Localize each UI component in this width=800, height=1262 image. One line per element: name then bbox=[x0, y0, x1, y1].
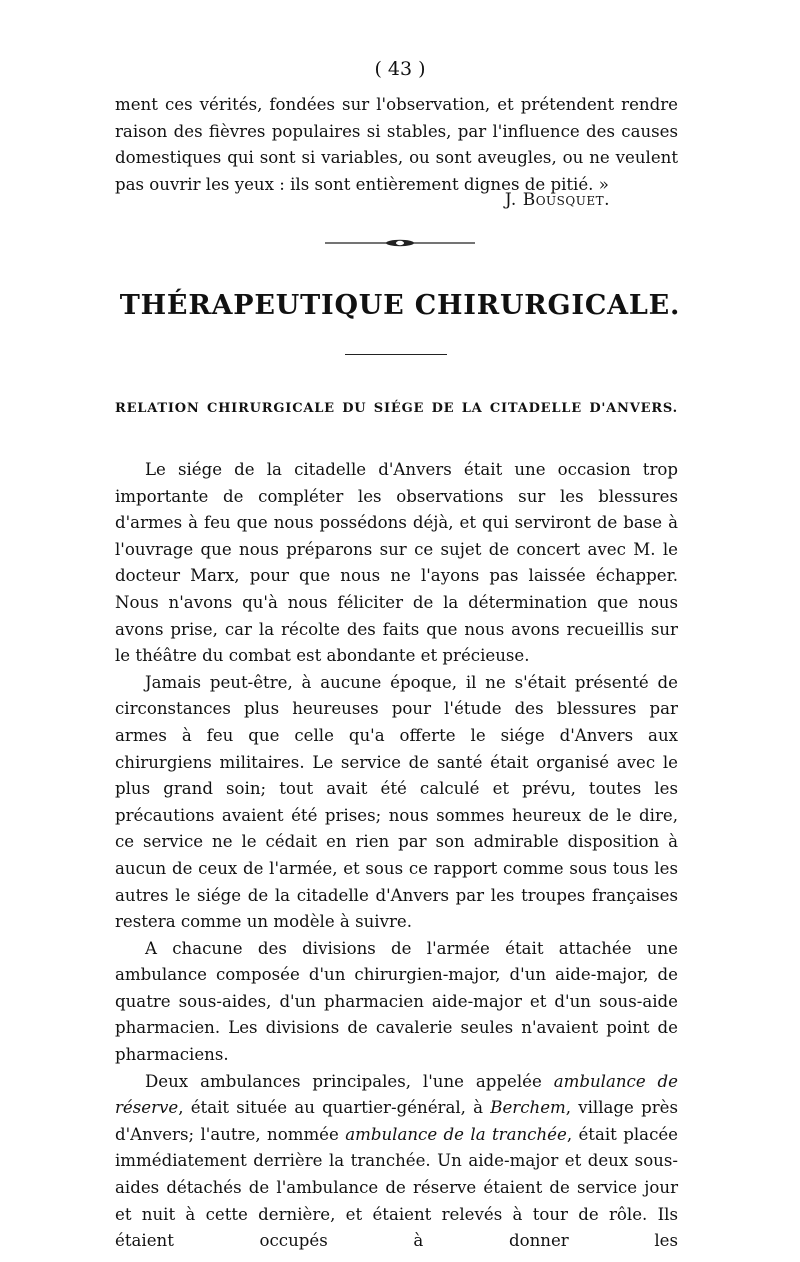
paragraph-text: Deux ambulances principales, l'une appelée bbox=[145, 1071, 554, 1091]
article-title: RELATION CHIRURGICALE DU SIÉGE DE LA CITADELLE D'ANVERS. bbox=[115, 401, 678, 416]
divider-rule bbox=[345, 354, 447, 355]
section-title: THÉRAPEUTIQUE CHIRURGICALE. bbox=[119, 290, 681, 321]
body-paragraph-3: A chacune des divisions de l'armée était attachée une ambulance composée d'un chirurgien-major, d'un aide-major, de quatre sous-aides, d'un pharmacien aide-major et d'un sous-aide pharmacien. Les divisions de cavalerie seules n'avaient point de pharmaciens. bbox=[115, 938, 678, 1065]
body-paragraph-1: Le siége de la citadelle d'Anvers était une occasion trop importante de compléter les observations sur les blessures d'armes à feu que nous possédons déjà, et qui serviront de base à l'ouvrage que nous préparons sur ce sujet de concert avec M. le docteur Marx, pour que nous ne l'ayons pas laissée échapper. Nous n'avons qu'à nous féliciter de la détermination que nous avons prise, car la récolte des faits que nous avons recueillis sur le théâtre du combat est abondante et précieuse. bbox=[115, 460, 678, 666]
body-paragraph-2: Jamais peut-être, à aucune époque, il ne s'était présenté de circonstances plus heureuses pour l'étude des blessures par armes à feu que celle qu'a offerte le siége d'Anvers aux chirurgiens militaires. Le service de santé était organisé avec le plus grand soin; tout avait été calculé et prévu, toutes les précautions avaient été prises; nous sommes heureux de le dire, ce service ne le cédait en rien par son admirable disposition à aucun de ceux de l'armée, et sous ce rapport comme sous tous les autres le siége de la citadelle d'Anvers par les troupes françaises restera comme un modèle à suivre. bbox=[115, 672, 678, 932]
article-body bbox=[115, 457, 678, 1255]
paragraph-text: , était placée immédiatement derrière la tranchée. Un aide-major et deux sous-aides détachés de l'ambulance de réserve étaient de service jour et nuit à cette dernière, et étaient relevés à tour de rôle. Ils étaient occupés à donner les bbox=[115, 1124, 678, 1251]
italic-term: ambulance de la tranchée bbox=[345, 1124, 567, 1144]
intro-paragraph: ment ces vérités, fondées sur l'observation, et prétendent rendre raison des fièvres populaires si stables, par l'influence des causes domestiques qui sont si variables, ou sont aveugles, ou ne veulent pas ouvrir les yeux : ils sont entièrement dignes de pitié. » bbox=[115, 95, 678, 194]
paragraph-text: , village près d'Anvers; l'autre, nommée bbox=[115, 1098, 678, 1144]
italic-term: ambulance de réserve bbox=[115, 1071, 678, 1118]
italic-place: Berchem bbox=[490, 1098, 566, 1118]
page-number: ( 43 ) bbox=[374, 58, 426, 80]
ornamental-divider bbox=[325, 238, 475, 248]
body-paragraph-4 bbox=[115, 1069, 678, 1255]
paragraph-text: , était située au quartier-général, à bbox=[178, 1098, 491, 1118]
author-signature: J. Bousquet. bbox=[504, 190, 610, 210]
